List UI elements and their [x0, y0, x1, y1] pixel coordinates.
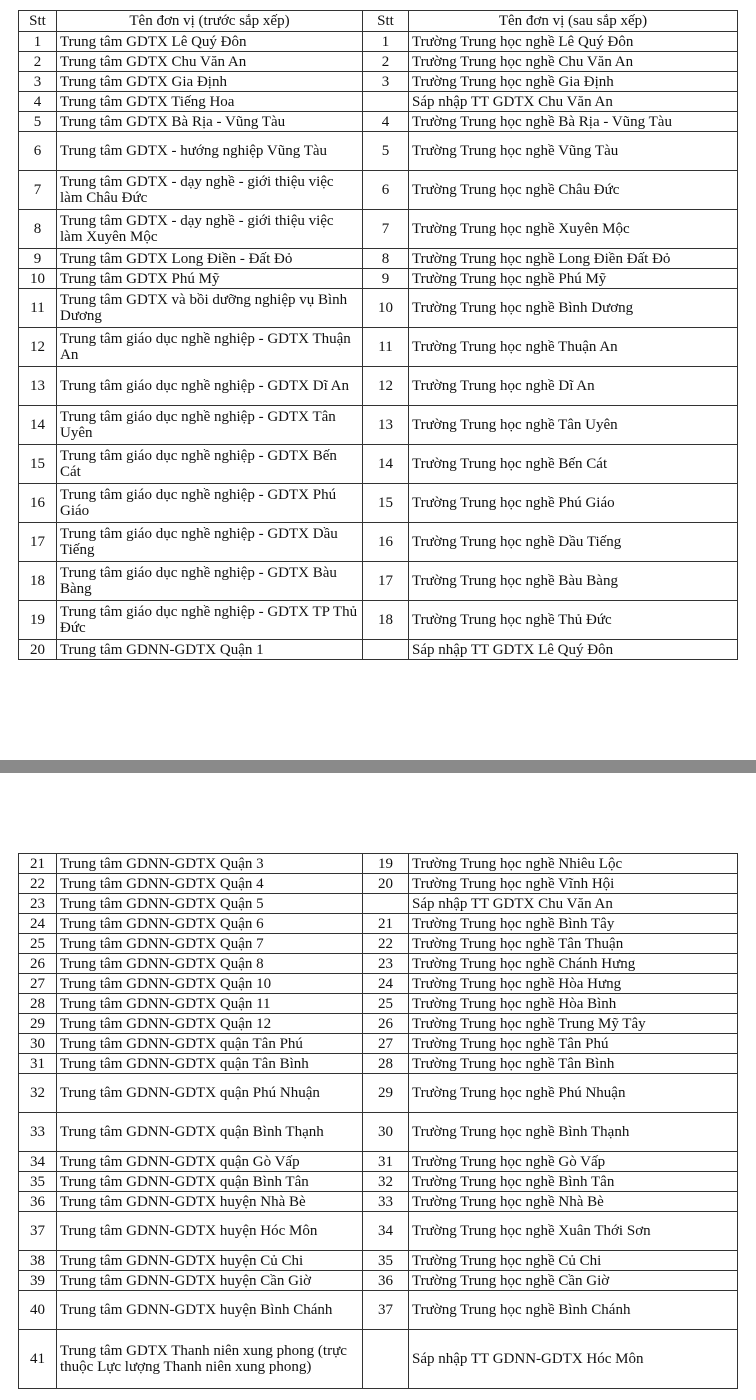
cell-old-name: Trung tâm GDNN-GDTX huyện Hóc Môn — [57, 1212, 363, 1251]
cell-stt-new: 20 — [363, 874, 409, 894]
cell-stt: 10 — [19, 269, 57, 289]
table-row — [19, 171, 738, 210]
cell-stt: 30 — [19, 1034, 57, 1054]
cell-new-name: Sáp nhập TT GDNN-GDTX Hóc Môn — [409, 1330, 738, 1389]
cell-stt-new: 23 — [363, 954, 409, 974]
cell-stt-new: 10 — [363, 289, 409, 328]
cell-stt: 27 — [19, 974, 57, 994]
table-row — [19, 249, 738, 269]
cell-old-name: Trung tâm giáo dục nghề nghiệp - GDTX Bến Cát — [57, 445, 363, 484]
cell-new-name: Trường Trung học nghề Long Điền Đất Đỏ — [409, 249, 738, 269]
table-row — [19, 1172, 738, 1192]
table-row — [19, 269, 738, 289]
cell-stt: 18 — [19, 562, 57, 601]
cell-old-name: Trung tâm GDNN-GDTX quận Tân Phú — [57, 1034, 363, 1054]
table-row — [19, 854, 738, 874]
cell-stt-new: 11 — [363, 328, 409, 367]
cell-new-name: Trường Trung học nghề Phú Mỹ — [409, 269, 738, 289]
cell-old-name: Trung tâm GDNN-GDTX quận Tân Bình — [57, 1054, 363, 1074]
cell-stt-new: 27 — [363, 1034, 409, 1054]
cell-old-name: Trung tâm giáo dục nghề nghiệp - GDTX Dĩ An — [57, 367, 363, 406]
cell-stt-new — [363, 894, 409, 914]
cell-stt-new — [363, 92, 409, 112]
cell-stt-new: 16 — [363, 523, 409, 562]
cell-stt-new: 32 — [363, 1172, 409, 1192]
table-row — [19, 523, 738, 562]
cell-stt-new: 26 — [363, 1014, 409, 1034]
cell-stt-new: 8 — [363, 249, 409, 269]
cell-old-name: Trung tâm GDTX Gia Định — [57, 72, 363, 92]
cell-new-name: Trường Trung học nghề Bình Thạnh — [409, 1113, 738, 1152]
cell-old-name: Trung tâm GDNN-GDTX Quận 4 — [57, 874, 363, 894]
cell-stt: 32 — [19, 1074, 57, 1113]
table-row — [19, 1251, 738, 1271]
cell-stt: 31 — [19, 1054, 57, 1074]
cell-stt: 8 — [19, 210, 57, 249]
cell-old-name: Trung tâm GDNN-GDTX Quận 5 — [57, 894, 363, 914]
cell-new-name: Trường Trung học nghề Bàu Bàng — [409, 562, 738, 601]
cell-new-name: Trường Trung học nghề Tân Bình — [409, 1054, 738, 1074]
cell-old-name: Trung tâm GDTX - dạy nghề - giới thiệu việc làm Xuyên Mộc — [57, 210, 363, 249]
cell-new-name: Trường Trung học nghề Thủ Đức — [409, 601, 738, 640]
cell-old-name: Trung tâm GDTX Lê Quý Đôn — [57, 32, 363, 52]
cell-new-name: Trường Trung học nghề Vĩnh Hội — [409, 874, 738, 894]
table-row — [19, 974, 738, 994]
table-row — [19, 367, 738, 406]
cell-new-name: Trường Trung học nghề Bình Chánh — [409, 1291, 738, 1330]
cell-stt: 36 — [19, 1192, 57, 1212]
cell-stt: 29 — [19, 1014, 57, 1034]
cell-new-name: Trường Trung học nghề Dầu Tiếng — [409, 523, 738, 562]
table-row — [19, 1014, 738, 1034]
page-break-divider — [0, 760, 756, 773]
cell-stt: 14 — [19, 406, 57, 445]
cell-stt-new: 17 — [363, 562, 409, 601]
table-row — [19, 92, 738, 112]
table-row — [19, 52, 738, 72]
cell-stt-new: 15 — [363, 484, 409, 523]
cell-old-name: Trung tâm GDNN-GDTX Quận 7 — [57, 934, 363, 954]
table-body-part-2 — [19, 854, 738, 1389]
cell-new-name: Trường Trung học nghề Xuân Thới Sơn — [409, 1212, 738, 1251]
cell-stt: 19 — [19, 601, 57, 640]
cell-stt-new: 33 — [363, 1192, 409, 1212]
cell-old-name: Trung tâm GDNN-GDTX Quận 12 — [57, 1014, 363, 1034]
table-row — [19, 1192, 738, 1212]
table-row — [19, 328, 738, 367]
cell-stt-new: 35 — [363, 1251, 409, 1271]
table-row — [19, 934, 738, 954]
cell-stt-new: 7 — [363, 210, 409, 249]
cell-stt: 9 — [19, 249, 57, 269]
cell-stt-new: 34 — [363, 1212, 409, 1251]
cell-stt-new: 28 — [363, 1054, 409, 1074]
cell-stt: 39 — [19, 1271, 57, 1291]
cell-stt-new: 22 — [363, 934, 409, 954]
cell-new-name: Sáp nhập TT GDTX Lê Quý Đôn — [409, 640, 738, 660]
cell-stt: 24 — [19, 914, 57, 934]
cell-old-name: Trung tâm giáo dục nghề nghiệp - GDTX Thuận An — [57, 328, 363, 367]
cell-stt: 13 — [19, 367, 57, 406]
cell-old-name: Trung tâm GDTX - dạy nghề - giới thiệu việc làm Châu Đức — [57, 171, 363, 210]
cell-old-name: Trung tâm giáo dục nghề nghiệp - GDTX Dầu Tiếng — [57, 523, 363, 562]
cell-old-name: Trung tâm GDTX Phú Mỹ — [57, 269, 363, 289]
cell-new-name: Trường Trung học nghề Bình Tân — [409, 1172, 738, 1192]
cell-stt-new: 6 — [363, 171, 409, 210]
table-row — [19, 289, 738, 328]
cell-stt-new — [363, 640, 409, 660]
cell-old-name: Trung tâm giáo dục nghề nghiệp - GDTX TP Thủ Đức — [57, 601, 363, 640]
table-row — [19, 1330, 738, 1389]
cell-stt-new: 30 — [363, 1113, 409, 1152]
table-row — [19, 1291, 738, 1330]
cell-stt-new: 31 — [363, 1152, 409, 1172]
cell-old-name: Trung tâm GDNN-GDTX Quận 8 — [57, 954, 363, 974]
cell-old-name: Trung tâm GDNN-GDTX Quận 10 — [57, 974, 363, 994]
cell-stt: 22 — [19, 874, 57, 894]
cell-old-name: Trung tâm GDNN-GDTX huyện Cần Giờ — [57, 1271, 363, 1291]
cell-stt-new: 36 — [363, 1271, 409, 1291]
table-row — [19, 406, 738, 445]
cell-new-name: Trường Trung học nghề Trung Mỹ Tây — [409, 1014, 738, 1034]
cell-old-name: Trung tâm GDNN-GDTX quận Bình Thạnh — [57, 1113, 363, 1152]
cell-old-name: Trung tâm GDNN-GDTX Quận 6 — [57, 914, 363, 934]
cell-stt: 21 — [19, 854, 57, 874]
cell-stt: 6 — [19, 132, 57, 171]
cell-old-name: Trung tâm GDNN-GDTX huyện Bình Chánh — [57, 1291, 363, 1330]
cell-new-name: Trường Trung học nghề Bình Tây — [409, 914, 738, 934]
cell-stt-new: 21 — [363, 914, 409, 934]
cell-stt: 7 — [19, 171, 57, 210]
table-row — [19, 1074, 738, 1113]
conversion-table-part-1 — [18, 10, 738, 660]
cell-new-name: Trường Trung học nghề Bà Rịa - Vũng Tàu — [409, 112, 738, 132]
cell-new-name: Trường Trung học nghề Chánh Hưng — [409, 954, 738, 974]
header-new-name: Tên đơn vị (sau sắp xếp) — [409, 11, 738, 32]
cell-new-name: Trường Trung học nghề Vũng Tàu — [409, 132, 738, 171]
cell-stt-new: 25 — [363, 994, 409, 1014]
cell-new-name: Trường Trung học nghề Phú Nhuận — [409, 1074, 738, 1113]
cell-new-name: Trường Trung học nghề Nhiêu Lộc — [409, 854, 738, 874]
table-row — [19, 112, 738, 132]
cell-stt: 12 — [19, 328, 57, 367]
table-body-part-1 — [19, 32, 738, 660]
cell-stt-new: 19 — [363, 854, 409, 874]
cell-stt: 17 — [19, 523, 57, 562]
cell-stt-new: 14 — [363, 445, 409, 484]
cell-stt: 4 — [19, 92, 57, 112]
cell-new-name: Trường Trung học nghề Châu Đức — [409, 171, 738, 210]
table-row — [19, 484, 738, 523]
cell-old-name: Trung tâm GDNN-GDTX quận Bình Tân — [57, 1172, 363, 1192]
cell-new-name: Trường Trung học nghề Tân Phú — [409, 1034, 738, 1054]
cell-old-name: Trung tâm GDTX và bồi dưỡng nghiệp vụ Bình Dương — [57, 289, 363, 328]
cell-new-name: Trường Trung học nghề Dĩ An — [409, 367, 738, 406]
table-row — [19, 1034, 738, 1054]
cell-stt: 25 — [19, 934, 57, 954]
cell-stt: 40 — [19, 1291, 57, 1330]
cell-new-name: Sáp nhập TT GDTX Chu Văn An — [409, 92, 738, 112]
document-page-2 — [0, 773, 756, 1400]
cell-old-name: Trung tâm GDTX Chu Văn An — [57, 52, 363, 72]
cell-old-name: Trung tâm GDNN-GDTX huyện Củ Chi — [57, 1251, 363, 1271]
table-row — [19, 1113, 738, 1152]
table-row — [19, 1271, 738, 1291]
cell-stt-new: 3 — [363, 72, 409, 92]
cell-stt: 23 — [19, 894, 57, 914]
cell-old-name: Trung tâm giáo dục nghề nghiệp - GDTX Phú Giáo — [57, 484, 363, 523]
table-row — [19, 994, 738, 1014]
cell-stt: 26 — [19, 954, 57, 974]
cell-new-name: Trường Trung học nghề Tân Thuận — [409, 934, 738, 954]
cell-stt-new: 1 — [363, 32, 409, 52]
table-row — [19, 1212, 738, 1251]
table-row — [19, 894, 738, 914]
header-old-name: Tên đơn vị (trước sắp xếp) — [57, 11, 363, 32]
cell-new-name: Trường Trung học nghề Gia Định — [409, 72, 738, 92]
table-row — [19, 132, 738, 171]
cell-stt-new: 24 — [363, 974, 409, 994]
cell-stt: 38 — [19, 1251, 57, 1271]
table-row — [19, 445, 738, 484]
cell-stt: 28 — [19, 994, 57, 1014]
header-stt: Stt — [19, 11, 57, 32]
cell-new-name: Trường Trung học nghề Hòa Hưng — [409, 974, 738, 994]
cell-stt-new: 5 — [363, 132, 409, 171]
table-row — [19, 210, 738, 249]
cell-new-name: Trường Trung học nghề Thuận An — [409, 328, 738, 367]
table-row — [19, 562, 738, 601]
table-row — [19, 72, 738, 92]
cell-stt: 11 — [19, 289, 57, 328]
conversion-table-part-2 — [18, 853, 738, 1389]
cell-stt: 34 — [19, 1152, 57, 1172]
cell-stt: 35 — [19, 1172, 57, 1192]
cell-old-name: Trung tâm GDTX Tiếng Hoa — [57, 92, 363, 112]
table-row — [19, 954, 738, 974]
cell-new-name: Trường Trung học nghề Bình Dương — [409, 289, 738, 328]
cell-old-name: Trung tâm giáo dục nghề nghiệp - GDTX Tân Uyên — [57, 406, 363, 445]
table-header-row — [19, 11, 738, 32]
cell-new-name: Trường Trung học nghề Lê Quý Đôn — [409, 32, 738, 52]
cell-new-name: Trường Trung học nghề Tân Uyên — [409, 406, 738, 445]
cell-old-name: Trung tâm GDTX - hướng nghiệp Vũng Tàu — [57, 132, 363, 171]
cell-stt-new: 2 — [363, 52, 409, 72]
table-row — [19, 1054, 738, 1074]
table-row — [19, 1152, 738, 1172]
cell-stt-new: 12 — [363, 367, 409, 406]
cell-new-name: Trường Trung học nghề Hòa Bình — [409, 994, 738, 1014]
table-row — [19, 601, 738, 640]
cell-stt-new: 4 — [363, 112, 409, 132]
cell-new-name: Trường Trung học nghề Nhà Bè — [409, 1192, 738, 1212]
cell-new-name: Trường Trung học nghề Phú Giáo — [409, 484, 738, 523]
cell-stt-new: 37 — [363, 1291, 409, 1330]
cell-new-name: Trường Trung học nghề Bến Cát — [409, 445, 738, 484]
cell-old-name: Trung tâm GDNN-GDTX Quận 3 — [57, 854, 363, 874]
cell-stt: 1 — [19, 32, 57, 52]
cell-old-name: Trung tâm GDTX Bà Rịa - Vũng Tàu — [57, 112, 363, 132]
table-row — [19, 914, 738, 934]
cell-new-name: Trường Trung học nghề Xuyên Mộc — [409, 210, 738, 249]
cell-old-name: Trung tâm GDNN-GDTX Quận 11 — [57, 994, 363, 1014]
cell-stt: 16 — [19, 484, 57, 523]
header-stt-new: Stt — [363, 11, 409, 32]
cell-old-name: Trung tâm GDNN-GDTX huyện Nhà Bè — [57, 1192, 363, 1212]
cell-new-name: Sáp nhập TT GDTX Chu Văn An — [409, 894, 738, 914]
cell-stt-new — [363, 1330, 409, 1389]
cell-new-name: Trường Trung học nghề Gò Vấp — [409, 1152, 738, 1172]
cell-old-name: Trung tâm GDNN-GDTX Quận 1 — [57, 640, 363, 660]
cell-stt-new: 29 — [363, 1074, 409, 1113]
cell-old-name: Trung tâm GDTX Thanh niên xung phong (trực thuộc Lực lượng Thanh niên xung phong) — [57, 1330, 363, 1389]
cell-new-name: Trường Trung học nghề Chu Văn An — [409, 52, 738, 72]
cell-stt: 5 — [19, 112, 57, 132]
cell-stt: 15 — [19, 445, 57, 484]
cell-old-name: Trung tâm giáo dục nghề nghiệp - GDTX Bàu Bàng — [57, 562, 363, 601]
cell-stt-new: 13 — [363, 406, 409, 445]
cell-stt-new: 9 — [363, 269, 409, 289]
cell-stt: 20 — [19, 640, 57, 660]
table-row — [19, 874, 738, 894]
cell-new-name: Trường Trung học nghề Cần Giờ — [409, 1271, 738, 1291]
cell-stt: 41 — [19, 1330, 57, 1389]
cell-stt: 37 — [19, 1212, 57, 1251]
table-row — [19, 32, 738, 52]
cell-old-name: Trung tâm GDNN-GDTX quận Gò Vấp — [57, 1152, 363, 1172]
table-row — [19, 640, 738, 660]
cell-stt: 33 — [19, 1113, 57, 1152]
cell-stt-new: 18 — [363, 601, 409, 640]
cell-stt: 3 — [19, 72, 57, 92]
cell-old-name: Trung tâm GDNN-GDTX quận Phú Nhuận — [57, 1074, 363, 1113]
cell-stt: 2 — [19, 52, 57, 72]
cell-new-name: Trường Trung học nghề Củ Chi — [409, 1251, 738, 1271]
cell-old-name: Trung tâm GDTX Long Điền - Đất Đỏ — [57, 249, 363, 269]
